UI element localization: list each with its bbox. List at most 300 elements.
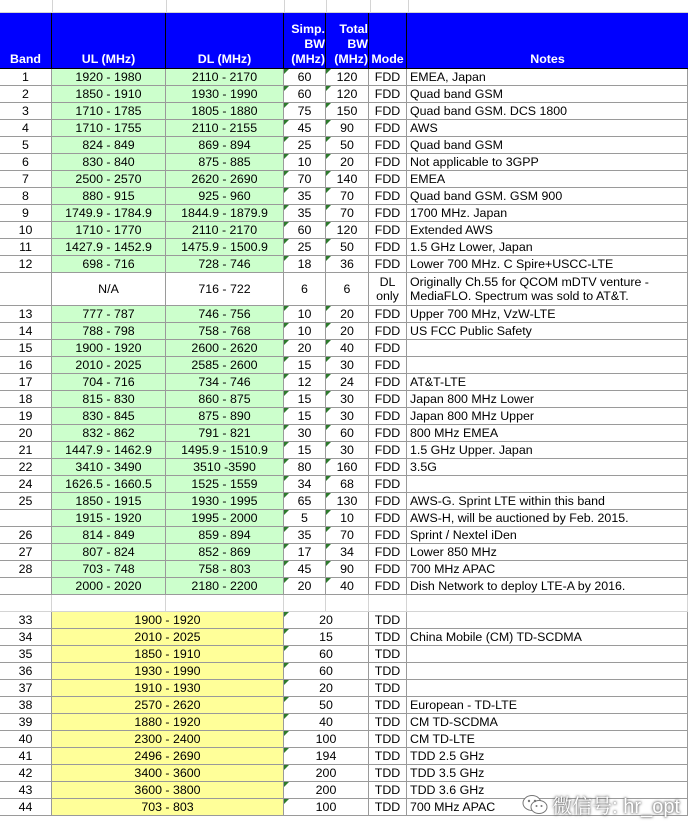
header-simp-bw-l1: Simp. (291, 22, 325, 36)
cell-band[interactable]: 41 (0, 748, 52, 765)
cell-mode[interactable]: FDD (369, 205, 407, 222)
fdd-table-part-2 (0, 306, 688, 595)
cell-dl[interactable]: 1475.9 - 1500.9 (166, 239, 284, 256)
cell-ul[interactable]: 2010 - 2025 (52, 357, 166, 374)
cell-ul[interactable]: 830 - 845 (52, 408, 166, 425)
header-mode[interactable]: Mode (369, 13, 407, 69)
cell-band[interactable]: 15 (0, 340, 52, 357)
cell-band[interactable]: 10 (0, 222, 52, 239)
cell-total-bw[interactable]: 70 (326, 527, 369, 544)
header-total-bw[interactable] (326, 13, 369, 69)
cell-band[interactable]: 13 (0, 306, 52, 323)
table-row (0, 137, 688, 154)
cell-dl[interactable]: 1844.9 - 1879.9 (166, 205, 284, 222)
cell-ul[interactable]: 1710 - 1755 (52, 120, 166, 137)
cell-mode[interactable]: FDD (369, 442, 407, 459)
cell-notes[interactable] (407, 646, 688, 663)
cell-dl[interactable]: 869 - 894 (166, 137, 284, 154)
cell-dl[interactable]: 1995 - 2000 (166, 510, 284, 527)
cell-simp-bw[interactable]: 25 (284, 137, 326, 154)
cell-notes[interactable]: EMEA, Japan (407, 69, 688, 86)
header-dl[interactable]: DL (MHz) (166, 13, 284, 69)
cell-mode[interactable]: FDD (369, 306, 407, 323)
cell-mode[interactable]: TDD (369, 782, 407, 799)
cell-mode[interactable]: TDD (369, 629, 407, 646)
table-row (0, 171, 688, 188)
cell-dl[interactable]: 728 - 746 (166, 256, 284, 273)
table-row (0, 256, 688, 273)
cell-notes[interactable]: Quad band GSM. GSM 900 (407, 188, 688, 205)
cell-notes[interactable] (407, 612, 688, 629)
cell-simp-bw[interactable]: 30 (284, 425, 326, 442)
cell-mode[interactable]: FDD (369, 188, 407, 205)
cell-band[interactable]: 25 (0, 493, 52, 510)
cell-notes[interactable]: AT&T-LTE (407, 374, 688, 391)
cell-mode[interactable]: TDD (369, 731, 407, 748)
cell-dl[interactable]: 2110 - 2155 (166, 120, 284, 137)
cell-notes[interactable]: 700 MHz APAC (407, 561, 688, 578)
cell-bw[interactable]: 200 (284, 782, 369, 799)
header-simp-bw[interactable] (284, 13, 326, 69)
cell-mode[interactable]: FDD (369, 425, 407, 442)
cell-ul[interactable]: 1626.5 - 1660.5 (52, 476, 166, 493)
cell-band[interactable]: 19 (0, 408, 52, 425)
cell-band[interactable]: 28 (0, 561, 52, 578)
cell-ul[interactable]: 832 - 862 (52, 425, 166, 442)
cell-mode[interactable]: FDD (369, 222, 407, 239)
cell-total-bw[interactable]: 34 (326, 544, 369, 561)
header-total-bw-l2: BW (347, 37, 368, 51)
cell-mode[interactable]: TDD (369, 646, 407, 663)
cell-simp-bw[interactable]: 15 (284, 442, 326, 459)
cell-band[interactable]: 20 (0, 425, 52, 442)
cell-bw[interactable]: 100 (284, 731, 369, 748)
cell-total-bw[interactable]: 120 (326, 222, 369, 239)
cell-range[interactable]: 2300 - 2400 (52, 731, 284, 748)
cell-band[interactable]: 42 (0, 765, 52, 782)
cell-total-bw[interactable]: 90 (326, 561, 369, 578)
cell-ul[interactable]: 1915 - 1920 (52, 510, 166, 527)
cell-band[interactable]: 21 (0, 442, 52, 459)
cell-band[interactable]: 24 (0, 476, 52, 493)
header-notes[interactable]: Notes (407, 13, 688, 69)
cell-band[interactable] (0, 578, 52, 595)
table-row-dl-only (0, 273, 688, 306)
cell-notes[interactable]: 1.5 GHz Upper. Japan (407, 442, 688, 459)
cell-mode[interactable]: FDD (369, 544, 407, 561)
cell-notes[interactable]: 1700 MHz. Japan (407, 205, 688, 222)
cell-mode[interactable]: FDD (369, 408, 407, 425)
cell-total-bw[interactable]: 30 (326, 357, 369, 374)
cell-simp-bw[interactable]: 10 (284, 154, 326, 171)
cell-band[interactable]: 44 (0, 799, 52, 816)
cell-notes[interactable]: TDD 3.6 GHz (407, 782, 688, 799)
cell-dl[interactable]: 1805 - 1880 (166, 103, 284, 120)
cell-bw[interactable]: 60 (284, 663, 369, 680)
cell-ul[interactable]: 1710 - 1785 (52, 103, 166, 120)
cell-notes[interactable]: CM TD-SCDMA (407, 714, 688, 731)
header-ul[interactable]: UL (MHz) (52, 13, 166, 69)
cell-bw[interactable]: 100 (284, 799, 369, 816)
cell-mode[interactable]: TDD (369, 799, 407, 816)
cell-mode[interactable]: FDD (369, 561, 407, 578)
cell-total-bw[interactable]: 10 (326, 510, 369, 527)
cell-band[interactable]: 11 (0, 239, 52, 256)
cell-total-bw[interactable]: 20 (326, 323, 369, 340)
table-row (0, 476, 688, 493)
cell-band[interactable]: 43 (0, 782, 52, 799)
table-row (0, 340, 688, 357)
table-row (0, 612, 688, 629)
cell-total-bw[interactable]: 50 (326, 239, 369, 256)
cell-ul[interactable]: 1447.9 - 1462.9 (52, 442, 166, 459)
cell-total-bw[interactable]: 120 (326, 69, 369, 86)
cell-dl[interactable]: 2180 - 2200 (166, 578, 284, 595)
cell-range[interactable]: 3600 - 3800 (52, 782, 284, 799)
cell-notes[interactable]: 3.5G (407, 459, 688, 476)
cell-total-bw[interactable]: 20 (326, 306, 369, 323)
cell-band[interactable]: 7 (0, 171, 52, 188)
header-band[interactable]: Band (0, 13, 52, 69)
cell-notes[interactable] (407, 340, 688, 357)
cell-mode[interactable]: FDD (369, 459, 407, 476)
cell-simp-bw[interactable]: 35 (284, 205, 326, 222)
cell-total-bw[interactable]: 30 (326, 391, 369, 408)
cell-bw[interactable]: 20 (284, 680, 369, 697)
cell-notes[interactable] (407, 663, 688, 680)
cell-notes[interactable]: US FCC Public Safety (407, 323, 688, 340)
cell-simp-bw[interactable]: 15 (284, 391, 326, 408)
cell-notes[interactable]: Not applicable to 3GPP (407, 154, 688, 171)
cell-mode[interactable]: FDD (369, 323, 407, 340)
cell-notes[interactable]: Quad band GSM (407, 137, 688, 154)
cell-notes[interactable] (407, 476, 688, 493)
cell-bw[interactable]: 200 (284, 765, 369, 782)
cell-simp-bw[interactable]: 70 (284, 171, 326, 188)
cell-ul[interactable]: 1850 - 1910 (52, 86, 166, 103)
cell-total-bw[interactable]: 24 (326, 374, 369, 391)
cell-band[interactable]: 39 (0, 714, 52, 731)
cell-range[interactable]: 1900 - 1920 (52, 612, 284, 629)
cell-total-bw[interactable]: 60 (326, 425, 369, 442)
cell-mode[interactable]: FDD (369, 86, 407, 103)
cell-dl[interactable]: 875 - 890 (166, 408, 284, 425)
cell-mode[interactable]: FDD (369, 374, 407, 391)
cell-simp-bw[interactable]: 6 (284, 273, 326, 306)
cell-ul[interactable]: 703 - 748 (52, 561, 166, 578)
table-row (0, 306, 688, 323)
cell-band[interactable]: 40 (0, 731, 52, 748)
cell-notes[interactable]: AWS-G. Sprint LTE within this band (407, 493, 688, 510)
cell-total-bw[interactable]: 90 (326, 120, 369, 137)
cell-band[interactable]: 2 (0, 86, 52, 103)
cell-simp-bw[interactable]: 45 (284, 561, 326, 578)
cell-notes[interactable]: TDD 3.5 GHz (407, 765, 688, 782)
cell-ul[interactable]: 814 - 849 (52, 527, 166, 544)
header-simp-bw-l2: BW (304, 37, 325, 51)
cell-mode[interactable]: TDD (369, 612, 407, 629)
cell-ul[interactable]: 2500 - 2570 (52, 171, 166, 188)
cell-mode[interactable]: TDD (369, 697, 407, 714)
cell-ul[interactable]: 2000 - 2020 (52, 578, 166, 595)
cell-ul[interactable]: 880 - 915 (52, 188, 166, 205)
cell-band[interactable]: 18 (0, 391, 52, 408)
cell-simp-bw[interactable]: 15 (284, 408, 326, 425)
cell-band[interactable]: 16 (0, 357, 52, 374)
cell-notes[interactable]: Lower 850 MHz (407, 544, 688, 561)
cell-total-bw[interactable]: 50 (326, 137, 369, 154)
cell-mode[interactable]: FDD (369, 256, 407, 273)
cell-simp-bw[interactable]: 65 (284, 493, 326, 510)
cell-total-bw[interactable]: 20 (326, 154, 369, 171)
cell-notes[interactable]: CM TD-LTE (407, 731, 688, 748)
cell-ul[interactable]: 815 - 830 (52, 391, 166, 408)
cell-simp-bw[interactable]: 18 (284, 256, 326, 273)
cell-total-bw[interactable]: 30 (326, 408, 369, 425)
table-row (0, 357, 688, 374)
cell-dl[interactable]: 925 - 960 (166, 188, 284, 205)
cell-range[interactable]: 3400 - 3600 (52, 765, 284, 782)
cell-notes[interactable]: Japan 800 MHz Upper (407, 408, 688, 425)
cell-notes[interactable]: Dish Network to deploy LTE-A by 2016. (407, 578, 688, 595)
cell-total-bw[interactable]: 150 (326, 103, 369, 120)
cell-notes[interactable]: Japan 800 MHz Lower (407, 391, 688, 408)
table-row (0, 748, 688, 765)
cell-dl[interactable]: 2620 - 2690 (166, 171, 284, 188)
cell-dl[interactable]: 859 - 894 (166, 527, 284, 544)
cell-ul[interactable]: 788 - 798 (52, 323, 166, 340)
cell-band[interactable] (0, 273, 52, 306)
cell-bw[interactable]: 40 (284, 714, 369, 731)
cell-bw[interactable]: 194 (284, 748, 369, 765)
cell-total-bw[interactable]: 30 (326, 442, 369, 459)
cell-total-bw[interactable]: 6 (326, 273, 369, 306)
cell-notes[interactable] (407, 680, 688, 697)
cell-bw[interactable]: 50 (284, 697, 369, 714)
cell-band[interactable]: 1 (0, 69, 52, 86)
cell-band[interactable]: 8 (0, 188, 52, 205)
cell-range[interactable]: 2570 - 2620 (52, 697, 284, 714)
cell-mode[interactable]: FDD (369, 476, 407, 493)
cell-simp-bw[interactable]: 35 (284, 527, 326, 544)
cell-band[interactable]: 34 (0, 629, 52, 646)
cell-dl[interactable]: 1495.9 - 1510.9 (166, 442, 284, 459)
cell-simp-bw[interactable]: 5 (284, 510, 326, 527)
empty-top-row (0, 0, 688, 13)
cell-mode[interactable]: TDD (369, 748, 407, 765)
cell-total-bw[interactable]: 36 (326, 256, 369, 273)
cell-notes[interactable]: Lower 700 MHz. C Spire+USCC-LTE (407, 256, 688, 273)
cell-ul[interactable]: 1427.9 - 1452.9 (52, 239, 166, 256)
cell-mode[interactable]: FDD (369, 510, 407, 527)
cell-simp-bw[interactable]: 12 (284, 374, 326, 391)
cell-range[interactable]: 1850 - 1910 (52, 646, 284, 663)
cell-notes[interactable]: Quad band GSM. DCS 1800 (407, 103, 688, 120)
cell-notes-l1: Originally Ch.55 for QCOM mDTV venture - (410, 275, 649, 289)
cell-dl[interactable]: 734 - 746 (166, 374, 284, 391)
cell-mode[interactable]: TDD (369, 714, 407, 731)
cell-dl[interactable]: 2110 - 2170 (166, 222, 284, 239)
cell-simp-bw[interactable]: 35 (284, 188, 326, 205)
cell-dl[interactable]: 2600 - 2620 (166, 340, 284, 357)
cell-simp-bw[interactable]: 10 (284, 323, 326, 340)
cell-total-bw[interactable]: 40 (326, 578, 369, 595)
cell-band[interactable]: 27 (0, 544, 52, 561)
cell-ul[interactable]: 830 - 840 (52, 154, 166, 171)
cell-band[interactable]: 5 (0, 137, 52, 154)
cell-mode[interactable]: TDD (369, 663, 407, 680)
cell-band[interactable]: 12 (0, 256, 52, 273)
cell-simp-bw[interactable]: 60 (284, 86, 326, 103)
cell-dl[interactable]: 758 - 768 (166, 323, 284, 340)
cell-band[interactable]: 38 (0, 697, 52, 714)
cell-total-bw[interactable]: 140 (326, 171, 369, 188)
cell-mode[interactable] (369, 273, 407, 306)
cell-band[interactable]: 22 (0, 459, 52, 476)
cell-ul[interactable]: 1850 - 1915 (52, 493, 166, 510)
cell-total-bw[interactable]: 160 (326, 459, 369, 476)
cell-notes[interactable]: Quad band GSM (407, 86, 688, 103)
cell-band[interactable] (0, 510, 52, 527)
cell-dl[interactable]: 791 - 821 (166, 425, 284, 442)
cell-ul[interactable]: 1920 - 1980 (52, 69, 166, 86)
cell-total-bw[interactable]: 130 (326, 493, 369, 510)
cell-notes[interactable]: 800 MHz EMEA (407, 425, 688, 442)
cell-dl[interactable]: 746 - 756 (166, 306, 284, 323)
cell-total-bw[interactable]: 70 (326, 188, 369, 205)
cell-mode[interactable]: FDD (369, 578, 407, 595)
cell-mode[interactable]: FDD (369, 493, 407, 510)
cell-dl[interactable]: 860 - 875 (166, 391, 284, 408)
cell-dl[interactable]: 758 - 803 (166, 561, 284, 578)
cell-ul[interactable]: 1710 - 1770 (52, 222, 166, 239)
cell-range[interactable]: 2010 - 2025 (52, 629, 284, 646)
cell-band[interactable]: 37 (0, 680, 52, 697)
cell-range[interactable]: 703 - 803 (52, 799, 284, 816)
cell-simp-bw[interactable]: 25 (284, 239, 326, 256)
cell-band[interactable]: 3 (0, 103, 52, 120)
cell-simp-bw[interactable]: 15 (284, 357, 326, 374)
cell-simp-bw[interactable]: 10 (284, 306, 326, 323)
cell-mode[interactable]: FDD (369, 171, 407, 188)
cell-range[interactable]: 1880 - 1920 (52, 714, 284, 731)
cell-band[interactable]: 4 (0, 120, 52, 137)
cell-dl[interactable]: 1930 - 1995 (166, 493, 284, 510)
cell-notes[interactable]: 1.5 GHz Lower, Japan (407, 239, 688, 256)
cell-mode-l1: DL (379, 275, 396, 289)
cell-notes[interactable]: TDD 2.5 GHz (407, 748, 688, 765)
cell-mode[interactable]: FDD (369, 527, 407, 544)
cell-notes[interactable] (407, 357, 688, 374)
cell-notes[interactable]: EMEA (407, 171, 688, 188)
cell-band[interactable]: 36 (0, 663, 52, 680)
cell-dl[interactable]: 3510 -3590 (166, 459, 284, 476)
cell-simp-bw[interactable]: 60 (284, 222, 326, 239)
cell-range[interactable]: 2496 - 2690 (52, 748, 284, 765)
cell-total-bw[interactable]: 68 (326, 476, 369, 493)
cell-mode[interactable]: FDD (369, 239, 407, 256)
cell-total-bw[interactable]: 120 (326, 86, 369, 103)
cell-simp-bw[interactable]: 20 (284, 578, 326, 595)
cell-notes[interactable]: European - TD-LTE (407, 697, 688, 714)
cell-simp-bw[interactable]: 20 (284, 340, 326, 357)
cell-simp-bw[interactable]: 34 (284, 476, 326, 493)
cell-simp-bw[interactable]: 80 (284, 459, 326, 476)
cell-mode[interactable]: TDD (369, 765, 407, 782)
table-row (0, 69, 688, 86)
cell-ul[interactable]: 1749.9 - 1784.9 (52, 205, 166, 222)
cell-notes[interactable]: AWS (407, 120, 688, 137)
cell-total-bw[interactable]: 70 (326, 205, 369, 222)
cell-dl[interactable]: 1525 - 1559 (166, 476, 284, 493)
cell-dl[interactable]: 716 - 722 (166, 273, 284, 306)
cell-band[interactable]: 9 (0, 205, 52, 222)
cell-notes[interactable]: 700 MHz APAC (407, 799, 688, 816)
cell-ul[interactable]: 1900 - 1920 (52, 340, 166, 357)
cell-band[interactable]: 17 (0, 374, 52, 391)
cell-ul[interactable]: 777 - 787 (52, 306, 166, 323)
cell-mode[interactable]: FDD (369, 357, 407, 374)
cell-band[interactable]: 14 (0, 323, 52, 340)
table-row (0, 442, 688, 459)
cell-band[interactable]: 33 (0, 612, 52, 629)
cell-notes[interactable]: Sprint / Nextel iDen (407, 527, 688, 544)
cell-total-bw[interactable]: 40 (326, 340, 369, 357)
cell-bw[interactable]: 15 (284, 629, 369, 646)
cell-band[interactable]: 6 (0, 154, 52, 171)
table-row (0, 391, 688, 408)
cell-dl[interactable]: 2110 - 2170 (166, 69, 284, 86)
cell-mode[interactable]: FDD (369, 137, 407, 154)
cell-ul[interactable]: 807 - 824 (52, 544, 166, 561)
cell-mode[interactable]: FDD (369, 120, 407, 137)
cell-dl[interactable]: 875 - 885 (166, 154, 284, 171)
cell-simp-bw[interactable]: 45 (284, 120, 326, 137)
cell-range[interactable]: 1910 - 1930 (52, 680, 284, 697)
cell-notes[interactable]: AWS-H, will be auctioned by Feb. 2015. (407, 510, 688, 527)
cell-notes[interactable] (407, 273, 688, 306)
cell-mode[interactable]: FDD (369, 391, 407, 408)
cell-simp-bw[interactable]: 60 (284, 69, 326, 86)
cell-simp-bw[interactable]: 17 (284, 544, 326, 561)
cell-mode[interactable]: FDD (369, 340, 407, 357)
cell-band[interactable]: 35 (0, 646, 52, 663)
cell-ul[interactable]: N/A (52, 273, 166, 306)
cell-ul[interactable]: 3410 - 3490 (52, 459, 166, 476)
cell-notes[interactable]: Extended AWS (407, 222, 688, 239)
cell-mode[interactable]: FDD (369, 103, 407, 120)
watermark (522, 790, 680, 819)
cell-mode[interactable]: FDD (369, 69, 407, 86)
cell-range[interactable]: 1930 - 1990 (52, 663, 284, 680)
table-row (0, 188, 688, 205)
cell-dl[interactable]: 2585 - 2600 (166, 357, 284, 374)
cell-ul[interactable]: 824 - 849 (52, 137, 166, 154)
cell-mode[interactable]: TDD (369, 680, 407, 697)
cell-bw[interactable]: 60 (284, 646, 369, 663)
cell-notes[interactable]: China Mobile (CM) TD-SCDMA (407, 629, 688, 646)
watermark-text: 微信号: hr_opt (552, 796, 680, 818)
cell-band[interactable]: 26 (0, 527, 52, 544)
cell-bw[interactable]: 20 (284, 612, 369, 629)
cell-notes[interactable]: Upper 700 MHz, VzW-LTE (407, 306, 688, 323)
cell-dl[interactable]: 1930 - 1990 (166, 86, 284, 103)
cell-simp-bw[interactable]: 75 (284, 103, 326, 120)
cell-dl[interactable]: 852 - 869 (166, 544, 284, 561)
cell-mode[interactable]: FDD (369, 154, 407, 171)
cell-ul[interactable]: 698 - 716 (52, 256, 166, 273)
cell-ul[interactable]: 704 - 716 (52, 374, 166, 391)
